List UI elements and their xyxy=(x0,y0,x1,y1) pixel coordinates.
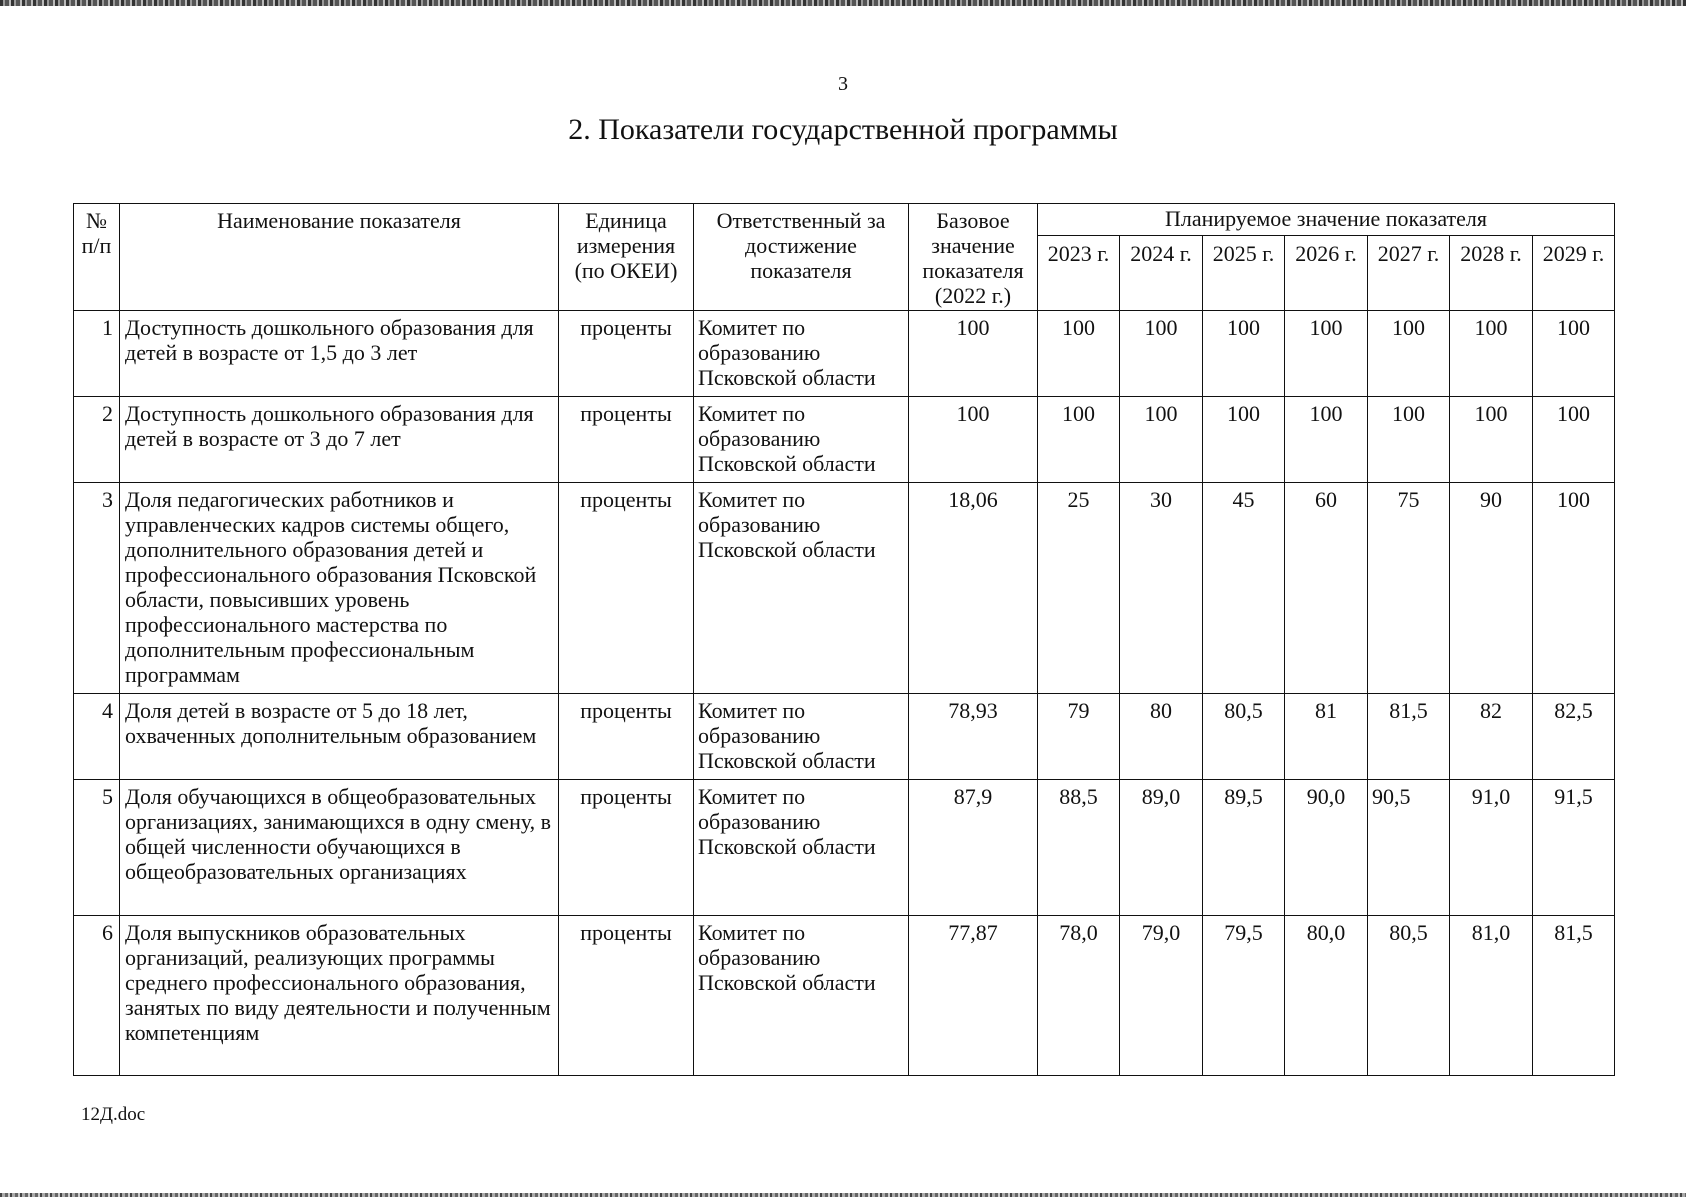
row-value-2026: 80,0 xyxy=(1285,916,1368,1076)
row-value-2027: 100 xyxy=(1368,397,1450,483)
table-row xyxy=(74,397,1615,483)
row-value-2027: 75 xyxy=(1368,483,1450,694)
row-value-2026: 60 xyxy=(1285,483,1368,694)
row-value-2026: 100 xyxy=(1285,397,1368,483)
row-value-2026: 81 xyxy=(1285,694,1368,780)
row-value-2029: 100 xyxy=(1533,483,1615,694)
scan-edge-top xyxy=(0,0,1686,6)
header-responsible: Ответственный за достижение показателя xyxy=(694,204,909,311)
header-year-2026: 2026 г. xyxy=(1285,236,1368,311)
row-value-2025: 100 xyxy=(1203,311,1285,397)
row-value-2025: 100 xyxy=(1203,397,1285,483)
row-value-2028: 82 xyxy=(1450,694,1533,780)
header-year-2024: 2024 г. xyxy=(1120,236,1203,311)
row-value-2029: 82,5 xyxy=(1533,694,1615,780)
row-unit: проценты xyxy=(559,311,694,397)
row-value-2027: 80,5 xyxy=(1368,916,1450,1076)
row-value-2028: 91,0 xyxy=(1450,780,1533,916)
header-year-2025: 2025 г. xyxy=(1203,236,1285,311)
table-row xyxy=(74,483,1615,694)
row-responsible: Комитет по образованию Псковской области xyxy=(694,916,909,1076)
row-name: Доля детей в возрасте от 5 до 18 лет, охваченных дополнительным образованием xyxy=(120,694,559,780)
header-planned: Планируемое значение показателя xyxy=(1038,204,1615,236)
row-name: Доступность дошкольного образования для детей в возрасте от 1,5 до 3 лет xyxy=(120,311,559,397)
row-num: 5 xyxy=(74,780,120,916)
header-year-2029: 2029 г. xyxy=(1533,236,1615,311)
row-num: 6 xyxy=(74,916,120,1076)
row-value-2024: 30 xyxy=(1120,483,1203,694)
row-num: 3 xyxy=(74,483,120,694)
row-base: 100 xyxy=(909,311,1038,397)
row-value-2029: 91,5 xyxy=(1533,780,1615,916)
row-unit: проценты xyxy=(559,694,694,780)
row-value-2023: 78,0 xyxy=(1038,916,1120,1076)
row-name: Доступность дошкольного образования для детей в возрасте от 3 до 7 лет xyxy=(120,397,559,483)
row-value-2028: 90 xyxy=(1450,483,1533,694)
row-value-2023: 100 xyxy=(1038,397,1120,483)
row-name: Доля выпускников образовательных организаций, реализующих программы среднего профессионального образования, занятых по виду деятельности и полученным компетенциям xyxy=(120,916,559,1076)
row-unit: проценты xyxy=(559,916,694,1076)
header-year-2027: 2027 г. xyxy=(1368,236,1450,311)
row-value-2028: 81,0 xyxy=(1450,916,1533,1076)
row-value-2025: 89,5 xyxy=(1203,780,1285,916)
row-base: 100 xyxy=(909,397,1038,483)
row-value-2024: 80 xyxy=(1120,694,1203,780)
table-row xyxy=(74,311,1615,397)
row-value-2023: 25 xyxy=(1038,483,1120,694)
row-name: Доля педагогических работников и управленческих кадров системы общего, дополнительного образования детей и профессионального образования Псковской области, повысивших уровень профессионального мастерства по дополнительным профессиональным программам xyxy=(120,483,559,694)
row-value-2025: 79,5 xyxy=(1203,916,1285,1076)
row-responsible: Комитет по образованию Псковской области xyxy=(694,311,909,397)
row-unit: проценты xyxy=(559,397,694,483)
row-name: Доля обучающихся в общеобразовательных организациях, занимающихся в одну смену, в общей численности обучающихся в общеобразовательных организациях xyxy=(120,780,559,916)
row-base: 18,06 xyxy=(909,483,1038,694)
header-num: № п/п xyxy=(74,204,120,311)
header-name: Наименование показателя xyxy=(120,204,559,311)
row-value-2029: 81,5 xyxy=(1533,916,1615,1076)
indicators-table xyxy=(73,203,1615,1076)
page-title: 2. Показатели государственной программы xyxy=(568,113,1118,146)
table-row xyxy=(74,780,1615,916)
row-value-2023: 88,5 xyxy=(1038,780,1120,916)
row-responsible: Комитет по образованию Псковской области xyxy=(694,483,909,694)
row-value-2027: 100 xyxy=(1368,311,1450,397)
row-value-2024: 100 xyxy=(1120,311,1203,397)
page-number: 3 xyxy=(838,73,848,95)
footer-filename: 12Д.doc xyxy=(81,1104,146,1125)
row-value-2028: 100 xyxy=(1450,397,1533,483)
row-num: 4 xyxy=(74,694,120,780)
row-value-2025: 45 xyxy=(1203,483,1285,694)
header-year-2023: 2023 г. xyxy=(1038,236,1120,311)
row-unit: проценты xyxy=(559,780,694,916)
scan-edge-bottom xyxy=(0,1193,1686,1197)
row-base: 77,87 xyxy=(909,916,1038,1076)
row-value-2027: 90,5 xyxy=(1368,780,1450,916)
row-value-2025: 80,5 xyxy=(1203,694,1285,780)
row-value-2023: 100 xyxy=(1038,311,1120,397)
row-responsible: Комитет по образованию Псковской области xyxy=(694,397,909,483)
table-row xyxy=(74,694,1615,780)
row-value-2024: 100 xyxy=(1120,397,1203,483)
row-num: 2 xyxy=(74,397,120,483)
row-base: 78,93 xyxy=(909,694,1038,780)
row-responsible: Комитет по образованию Псковской области xyxy=(694,694,909,780)
header-year-2028: 2028 г. xyxy=(1450,236,1533,311)
row-unit: проценты xyxy=(559,483,694,694)
row-responsible: Комитет по образованию Псковской области xyxy=(694,780,909,916)
row-value-2023: 79 xyxy=(1038,694,1120,780)
row-base: 87,9 xyxy=(909,780,1038,916)
row-value-2028: 100 xyxy=(1450,311,1533,397)
table-row xyxy=(74,916,1615,1076)
row-num: 1 xyxy=(74,311,120,397)
row-value-2027: 81,5 xyxy=(1368,694,1450,780)
row-value-2029: 100 xyxy=(1533,397,1615,483)
row-value-2026: 100 xyxy=(1285,311,1368,397)
row-value-2024: 89,0 xyxy=(1120,780,1203,916)
row-value-2024: 79,0 xyxy=(1120,916,1203,1076)
row-value-2029: 100 xyxy=(1533,311,1615,397)
row-value-2026: 90,0 xyxy=(1285,780,1368,916)
header-base: Базовое значение показателя (2022 г.) xyxy=(909,204,1038,311)
header-unit: Единица измерения (по ОКЕИ) xyxy=(559,204,694,311)
